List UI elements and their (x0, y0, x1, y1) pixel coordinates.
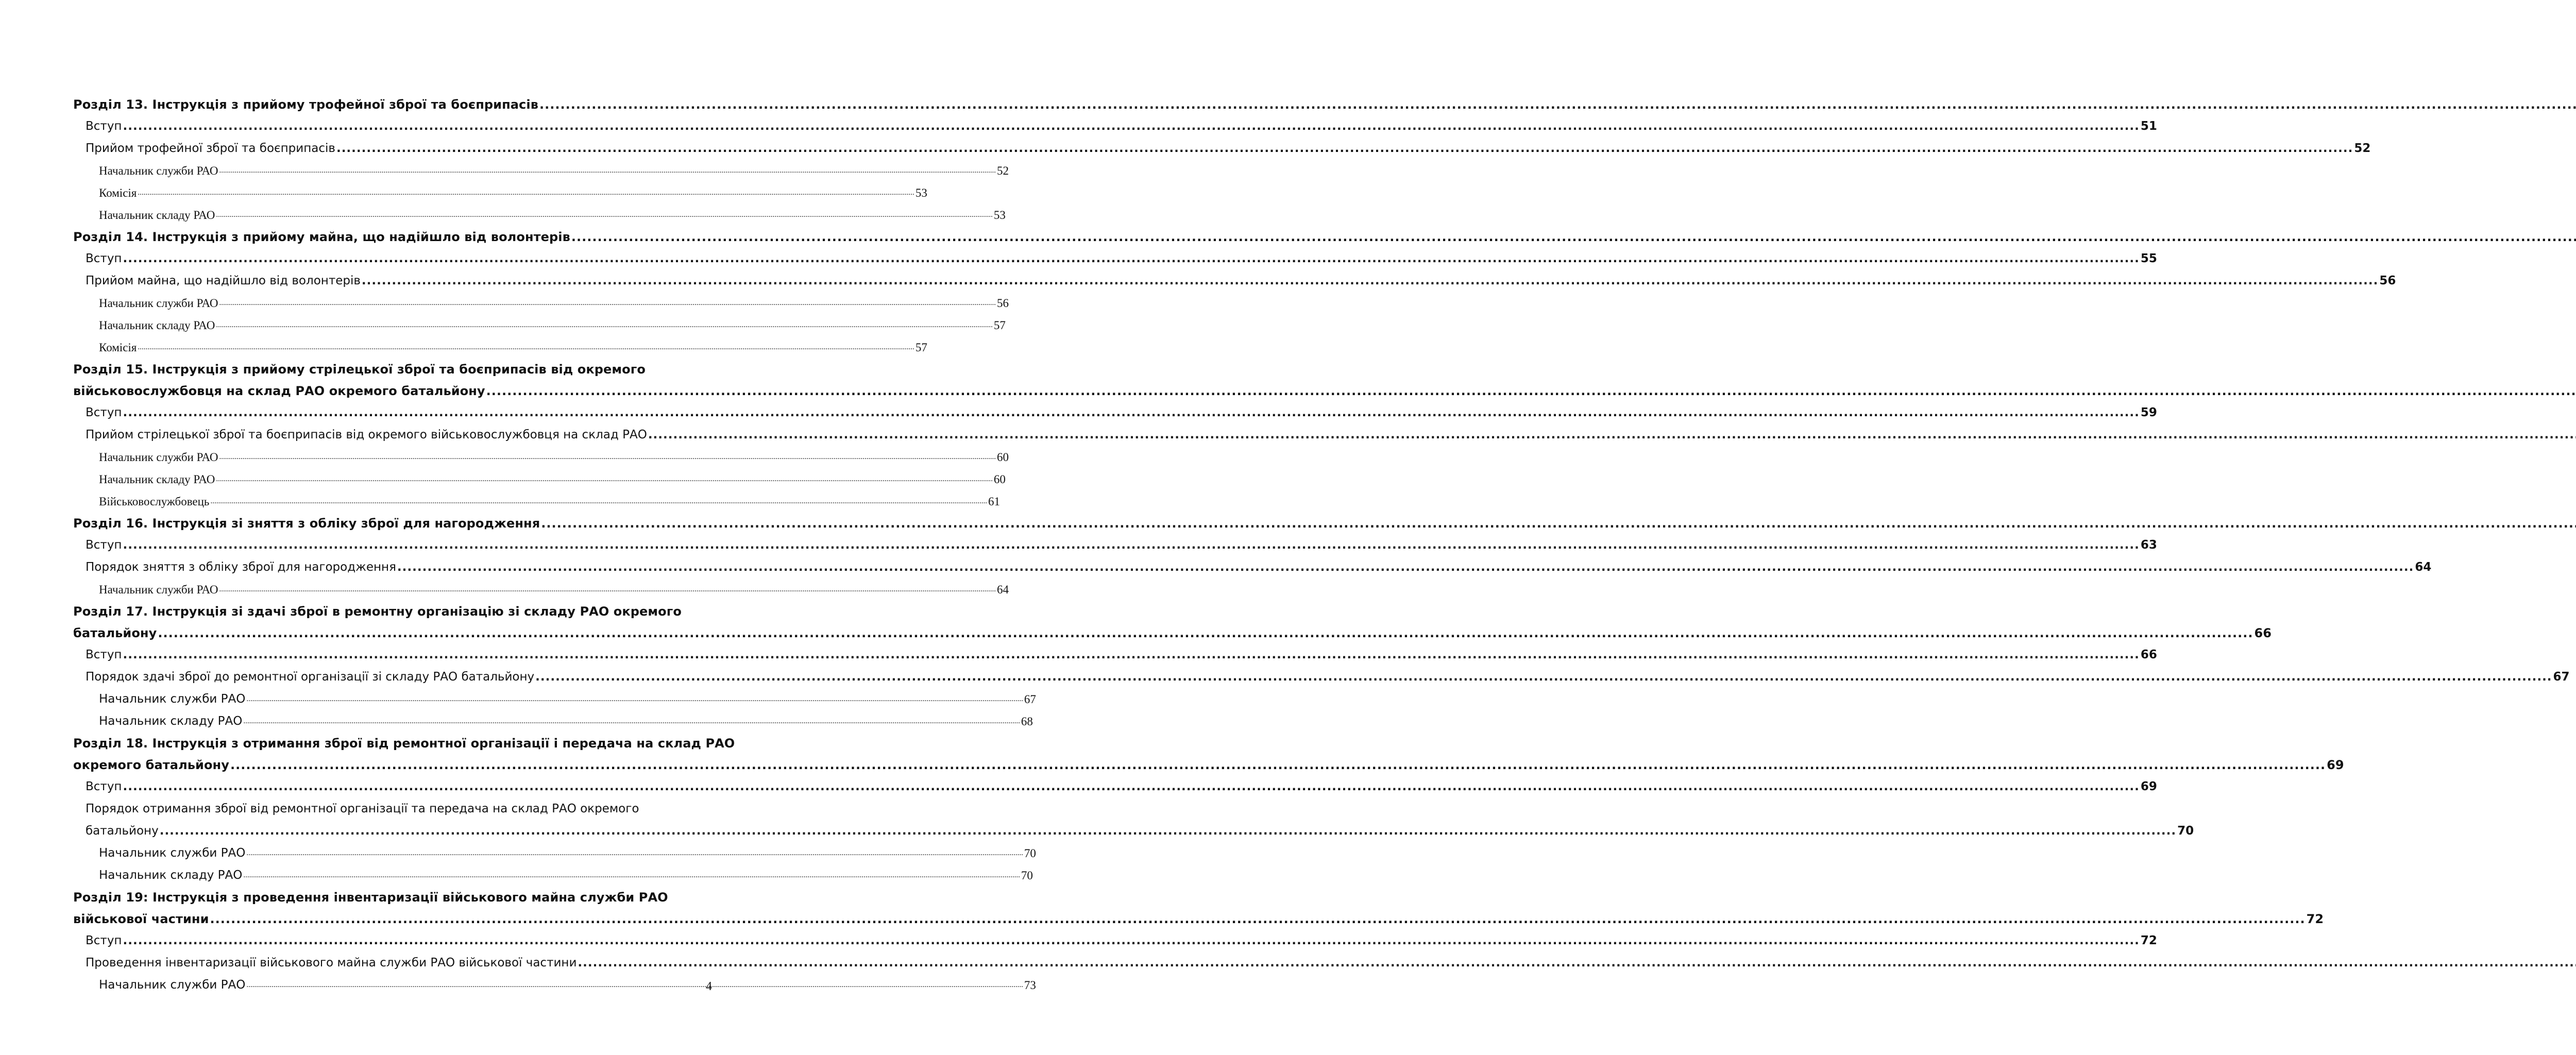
toc-entry-page-number: 56 (2379, 274, 2396, 287)
toc-entry-page-number: 73 (1024, 979, 1036, 992)
toc-entry-page-number: 57 (915, 341, 927, 354)
toc-entry-title-line1: Розділ 17. Інструкція зі здачі зброї в ремонтну організацію зі складу РАО окремого (73, 604, 682, 619)
toc-entry-page-number: 72 (2306, 912, 2324, 926)
dot-leader (246, 973, 1023, 996)
dot-leader (539, 94, 2576, 115)
toc-entry-page-number: 70 (1021, 869, 1033, 882)
dot-leader (243, 709, 1020, 733)
toc-entry-title: Комісія (99, 186, 137, 199)
toc-entry-page-number: 59 (2140, 406, 2157, 419)
toc-entry-page-number: 60 (993, 473, 1006, 486)
toc-entry-title: Вступ (86, 252, 122, 265)
dot-leader (158, 622, 2253, 644)
toc-entry-title: Вступ (86, 120, 122, 133)
toc-entry-page-number: 64 (2415, 560, 2432, 574)
toc-subsection-entry[interactable] (73, 314, 1006, 336)
dot-leader (138, 334, 914, 359)
toc-entry-title: Начальник складу РАО (99, 209, 215, 222)
toc-subsection-entry[interactable] (73, 446, 1009, 468)
dot-leader (123, 644, 2139, 666)
dot-leader (648, 424, 2576, 446)
toc-entry-title: Начальник служби РАО (99, 451, 218, 464)
dot-leader (230, 754, 2326, 776)
toc-entry-title: Начальник служби РАО (99, 164, 218, 177)
toc-entry-title: Порядок здачі зброї до ремонтної організації зі складу РАО батальйону (86, 670, 535, 684)
toc-subsection-entry[interactable] (73, 182, 927, 204)
dot-leader (397, 556, 2414, 578)
toc-entry-title: Прийом трофейної зброї та боєприпасів (86, 142, 335, 155)
toc-entry-page-number: 64 (997, 583, 1009, 596)
toc-chapter-entry[interactable] (73, 226, 715, 248)
toc-entry-title: Начальник служби РАО (99, 583, 218, 596)
dot-leader (216, 312, 993, 336)
dot-leader (541, 513, 2576, 534)
toc-subsection-entry[interactable] (73, 864, 1033, 887)
toc-entry-page-number: 69 (2140, 780, 2157, 793)
toc-subsection-entry[interactable] (73, 688, 1036, 710)
toc-chapter-entry[interactable] (73, 359, 715, 402)
dot-leader (160, 820, 2176, 842)
dot-leader (123, 248, 2139, 270)
dot-leader (123, 930, 2139, 952)
toc-entry-title: Проведення інвентаризації військового майна служби РАО військової частини (86, 956, 577, 969)
toc-section-entry[interactable] (73, 666, 2570, 688)
toc-entry-title: Прийом стрілецької зброї та боєприпасів від окремого військовослужбовця на склад РАО (86, 428, 647, 441)
page-number: 4 (706, 980, 712, 993)
toc-entry-page-number: 66 (2140, 648, 2157, 661)
toc-entry-title: Порядок зняття з обліку зброї для нагородження (86, 560, 396, 574)
dot-leader (123, 115, 2139, 138)
toc-entry-page-number: 70 (2177, 824, 2194, 838)
toc-section-entry[interactable] (73, 424, 715, 446)
dot-leader (219, 290, 996, 314)
toc-entry-title: Начальник служби РАО (99, 978, 246, 992)
toc-entry-page-number: 57 (993, 319, 1006, 332)
dot-leader (246, 841, 1023, 864)
toc-entry-page-number: 63 (2140, 538, 2157, 552)
toc-subsection-entry[interactable] (73, 336, 927, 359)
toc-entry-title: батальйону (86, 824, 159, 838)
toc-entry-title: Вступ (86, 934, 122, 947)
toc-entry-page-number: 53 (915, 186, 927, 199)
dot-leader (216, 466, 993, 490)
toc-entry-title: Розділ 14. Інструкція з прийому майна, що надійшло від волонтерів (73, 230, 570, 244)
toc-section-entry[interactable] (73, 556, 2432, 578)
toc-subsection-entry[interactable] (73, 974, 1036, 996)
toc-entry-title: Вступ (86, 648, 122, 661)
dot-leader (336, 138, 2353, 160)
toc-entry-title: Начальник складу РАО (99, 473, 215, 486)
toc-entry-page-number: 67 (2553, 670, 2570, 684)
dot-leader (216, 202, 993, 226)
toc-entry-title: Розділ 13. Інструкція з прийому трофейної зброї та боєприпасів (73, 97, 539, 112)
toc-entry-title: Начальник служби РАО (99, 297, 218, 310)
toc-entry-title: Військовослужбовець (99, 495, 210, 508)
toc-section-entry[interactable] (73, 115, 2157, 138)
toc-section-entry[interactable] (73, 402, 2157, 424)
dot-leader (123, 534, 2139, 556)
dot-leader (210, 488, 987, 513)
dot-leader (578, 952, 2576, 974)
toc-entry-title: Вступ (86, 406, 122, 419)
dot-leader (219, 444, 996, 468)
toc-section-entry[interactable] (73, 138, 2371, 160)
toc-subsection-entry[interactable] (73, 710, 1033, 733)
toc-chapter-entry[interactable] (73, 733, 2344, 776)
toc-entry-page-number: 56 (997, 297, 1009, 310)
toc-entry-title: Начальник складу РАО (99, 319, 215, 332)
toc-entry-title: Вступ (86, 780, 122, 793)
dot-leader (210, 908, 2306, 930)
dot-leader (535, 666, 2552, 688)
toc-chapter-entry[interactable] (73, 887, 2324, 930)
dot-leader (571, 226, 2576, 248)
toc-entry-page-number: 69 (2327, 758, 2344, 772)
toc-entry-title: окремого батальйону (73, 758, 229, 772)
dot-leader (362, 270, 2378, 292)
toc-subsection-entry[interactable] (73, 160, 1009, 182)
toc-section-entry[interactable] (73, 248, 2157, 270)
toc-section-entry[interactable] (73, 952, 715, 974)
toc-entry-page-number: 67 (1024, 693, 1036, 706)
toc-entry-page-number: 61 (988, 495, 1000, 508)
toc-entry-title: батальйону (73, 626, 157, 640)
toc-entry-page-number: 53 (993, 209, 1006, 222)
toc-subsection-entry[interactable] (73, 292, 1009, 314)
toc-entry-title: Начальник складу РАО (99, 869, 243, 882)
toc-entry-page-number: 52 (2354, 142, 2371, 155)
toc-entry-title-line1: Розділ 18. Інструкція з отримання зброї від ремонтної організації і передача на склад РАО (73, 736, 735, 751)
toc-section-entry[interactable] (73, 776, 2157, 798)
toc-entry-title-line1: Порядок отримання зброї від ремонтної організації та передача на склад РАО окремого (86, 802, 639, 815)
toc-entry-title: Прийом майна, що надійшло від волонтерів (86, 274, 361, 287)
toc-entry-title-line1: Розділ 15. Інструкція з прийому стрілецької зброї та боєприпасів від окремого (73, 362, 646, 377)
toc-entry-title: Начальник служби РАО (99, 846, 246, 860)
dot-leader (219, 576, 996, 601)
toc-subsection-entry[interactable] (73, 204, 1006, 226)
dot-leader (138, 180, 914, 204)
toc-subsection-entry[interactable] (73, 490, 1000, 513)
toc-section-entry[interactable] (73, 534, 2157, 556)
toc-chapter-entry[interactable] (73, 513, 715, 534)
toc-entry-title: Начальник складу РАО (99, 714, 243, 728)
toc-entry-page-number: 51 (2140, 120, 2157, 133)
toc-section-entry[interactable] (73, 644, 2157, 666)
toc-entry-page-number: 68 (1021, 715, 1033, 728)
dot-leader (123, 776, 2139, 798)
dot-leader (123, 402, 2139, 424)
dot-leader (243, 863, 1020, 887)
toc-entry-title: військовослужбовця на склад РАО окремого батальйону (73, 384, 485, 398)
toc-section-entry[interactable] (73, 798, 2194, 842)
toc-subsection-entry[interactable] (73, 578, 1009, 601)
dot-leader (486, 380, 2576, 402)
toc-entry-page-number: 72 (2140, 934, 2157, 947)
toc-section-entry[interactable] (73, 270, 2396, 292)
toc-entry-page-number: 52 (997, 164, 1009, 177)
toc-section-entry[interactable] (73, 930, 2157, 952)
toc-entry-page-number: 70 (1024, 847, 1036, 860)
toc-subsection-entry[interactable] (73, 842, 1036, 864)
toc-entry-title: військової частини (73, 912, 209, 926)
toc-entry-page-number: 60 (997, 451, 1009, 464)
toc-entry-title: Вступ (86, 538, 122, 552)
toc-subsection-entry[interactable] (73, 468, 1006, 490)
toc-entry-title-line1: Розділ 19: Інструкція з проведення інвентаризації військового майна служби РАО (73, 890, 668, 905)
dot-leader (246, 687, 1023, 710)
toc-entry-title: Комісія (99, 341, 137, 354)
toc-entry-page-number: 55 (2140, 252, 2157, 265)
toc-chapter-entry[interactable] (73, 94, 715, 115)
toc-entry-title: Розділ 16. Інструкція зі зняття з обліку зброї для нагородження (73, 516, 540, 531)
toc-chapter-entry[interactable] (73, 601, 2272, 644)
table-of-contents (73, 94, 2570, 996)
toc-entry-page-number: 66 (2254, 626, 2272, 640)
dot-leader (219, 158, 996, 182)
toc-entry-title: Начальник служби РАО (99, 692, 246, 706)
